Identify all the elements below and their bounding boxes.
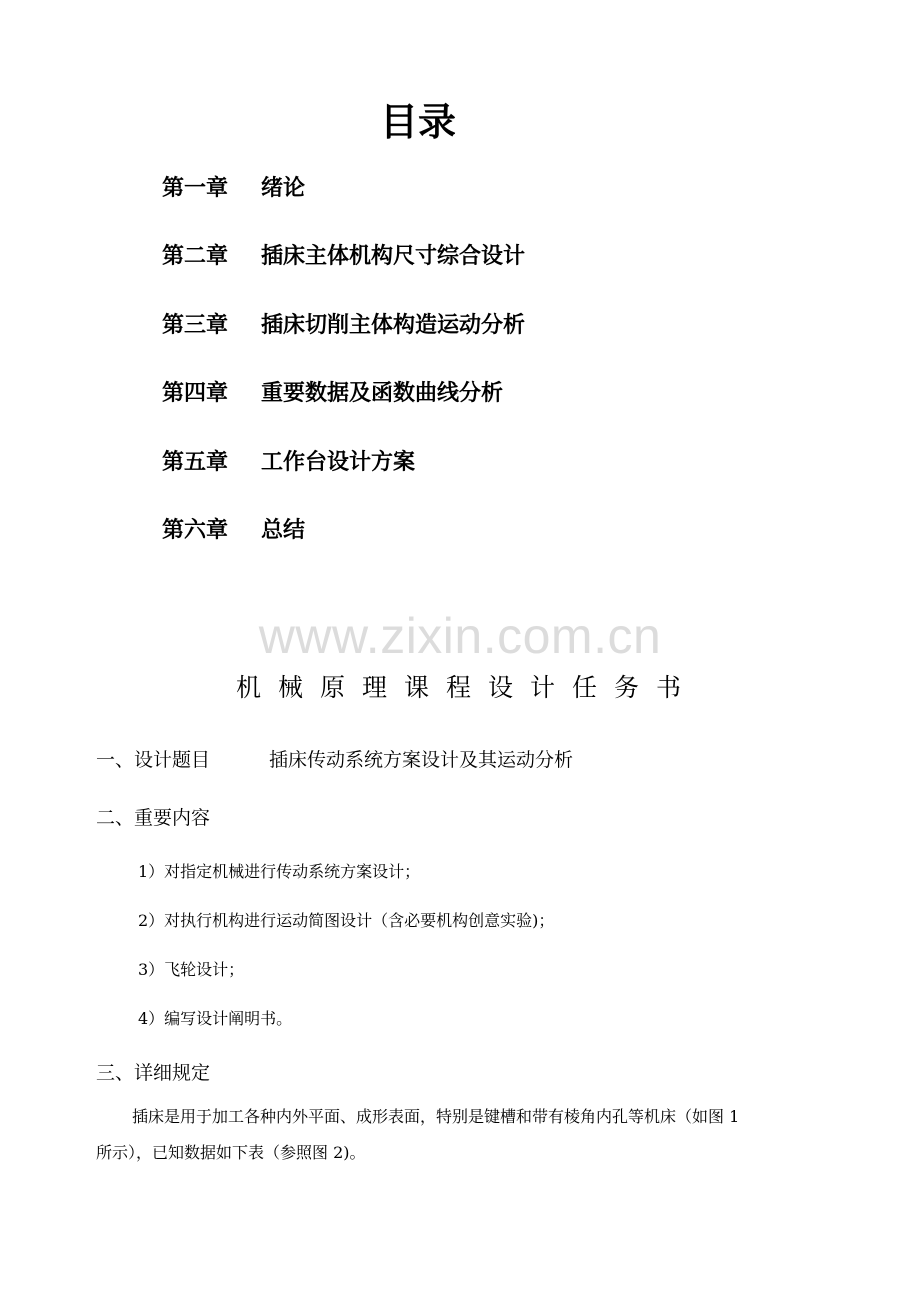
requirement-item: 4）编写设计阐明书。 [138, 1009, 293, 1028]
toc-item [162, 379, 503, 409]
toc-item-chapter-number: 第一章 [162, 176, 229, 201]
task-book-title: 机械原理课程设计任务书 [235, 673, 698, 702]
paragraph-line: 所示），已知数据如下表（参照图 2)。 [96, 1143, 366, 1162]
requirement-item: 2）对执行机构进行运动简图设计（含必要机构创意实验)； [138, 911, 555, 930]
toc-item-chapter-number: 第四章 [162, 381, 229, 406]
requirements-paragraph [96, 1099, 836, 1171]
toc-item-chapter-title: 总结 [261, 518, 306, 543]
toc-item-chapter-number: 第三章 [162, 313, 229, 338]
toc-item [162, 242, 525, 272]
watermark-text: www.zixin.com.cn [258, 608, 662, 664]
toc-item [162, 516, 305, 546]
toc-item-chapter-number: 第五章 [162, 450, 229, 475]
paragraph-line: 插床是用于加工各种内外平面、成形表面，特别是键槽和带有棱角内孔等机床（如图 1 [132, 1107, 740, 1126]
toc-item-chapter-title: 绪论 [261, 176, 306, 201]
toc-item [162, 311, 525, 341]
toc-item-chapter-number: 第六章 [162, 518, 229, 543]
toc-item-chapter-title: 插床主体机构尺寸综合设计 [261, 244, 526, 269]
section-heading: 一、设计题目 [96, 749, 211, 771]
toc-title: 目录 [379, 100, 456, 144]
section-heading: 三、详细规定 [96, 1062, 211, 1084]
section-design-topic [96, 747, 574, 773]
design-topic-text: 插床传动系统方案设计及其运动分析 [269, 749, 574, 771]
toc-item-chapter-title: 插床切削主体构造运动分析 [261, 313, 526, 338]
toc-item [162, 174, 305, 204]
section-heading: 二、重要内容 [96, 807, 211, 829]
requirement-item: 3）飞轮设计； [138, 960, 245, 979]
toc-item [162, 448, 415, 478]
toc-item-chapter-number: 第二章 [162, 244, 229, 269]
requirement-item: 1）对指定机械进行传动系统方案设计； [138, 862, 421, 881]
toc-item-chapter-title: 工作台设计方案 [261, 450, 416, 475]
toc-item-chapter-title: 重要数据及函数曲线分析 [261, 381, 504, 406]
